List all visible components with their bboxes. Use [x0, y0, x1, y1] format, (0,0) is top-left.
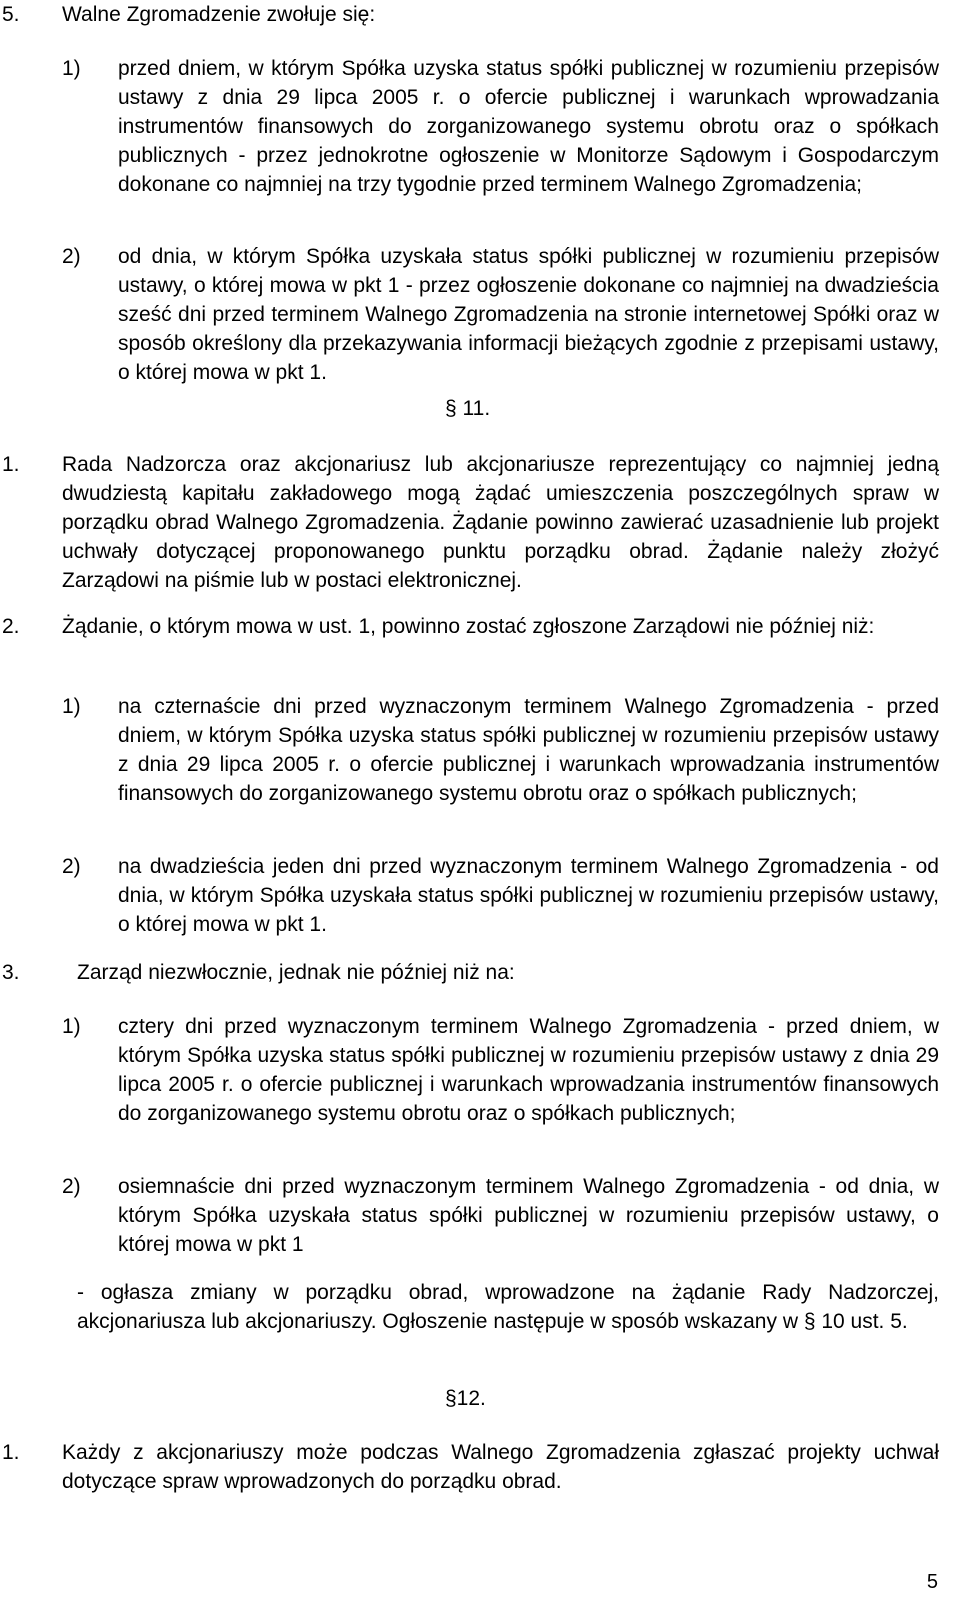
subitem-text: od dnia, w którym Spółka uzyskała status spółki publicznej w rozumieniu przepisów ustawy, o której mowa w pkt 1 - przez ogłoszenie dokonane co najmniej na dwadzieścia sześć dni przed terminem Walnego Zgromadzenia na stronie internetowej Spółki oraz w sposób określony dla przekazywania informacji bieżących zgodnie z przepisami ustawy, o której mowa w pkt 1.	[118, 245, 939, 384]
paragraph-text: Rada Nadzorcza oraz akcjonariusz lub akcjonariusze reprezentujący co najmniej jedną dwudziestą kapitału zakładowego mogą żądać umieszczenia poszczególnych spraw w porządku obrad Walnego Zgromadzenia. Żądanie powinno zawierać uzasadnienie lub projekt uchwały dotyczącej proponowanego punktu porządku obrad. Żądanie należy złożyć Zarządowi na piśmie lub w postaci elektronicznej.	[62, 453, 939, 592]
item-number: 2.	[2, 615, 20, 638]
paragraph-text: Zarząd niezwłocznie, jednak nie później niż na:	[77, 961, 515, 984]
subitem-text: na czternaście dni przed wyznaczonym terminem Walnego Zgromadzenia - przed dniem, w którym Spółka uzyska status spółki publicznej w rozumieniu przepisów ustawy z dnia 29 lipca 2005 r. o ofercie publicznej i warunkach wprowadzania instrumentów finansowych do zorganizowanego systemu obrotu oraz o spółkach publicznych;	[118, 695, 939, 805]
subitem-text: osiemnaście dni przed wyznaczonym terminem Walnego Zgromadzenia - od dnia, w którym Spółka uzyskała status spółki publicznej w rozumieniu przepisów ustawy, o której mowa w pkt 1	[118, 1175, 939, 1256]
subitem-number: 2)	[62, 1175, 81, 1198]
subitem-number: 2)	[62, 245, 81, 268]
closing-text: - ogłasza zmiany w porządku obrad, wprowadzone na żądanie Rady Nadzorczej, akcjonariusza lub akcjonariuszy. Ogłoszenie następuje w sposób wskazany w § 10 ust. 5.	[77, 1281, 939, 1333]
subitem-number: 2)	[62, 855, 81, 878]
subitem-number: 1)	[62, 1015, 81, 1038]
paragraph-text: Żądanie, o którym mowa w ust. 1, powinno zostać zgłoszone Zarządowi nie później niż:	[62, 615, 875, 638]
paragraph-text: Każdy z akcjonariuszy może podczas Walnego Zgromadzenia zgłaszać projekty uchwał dotyczące spraw wprowadzonych do porządku obrad.	[62, 1441, 939, 1493]
page-number: 5	[926, 1571, 938, 1593]
subitem-text: przed dniem, w którym Spółka uzyska status spółki publicznej w rozumieniu przepisów ustawy z dnia 29 lipca 2005 r. o ofercie publicznej i warunkach wprowadzania instrumentów finansowych do zorganizowanego systemu obrotu oraz o spółkach publicznych - przez jednokrotne ogłoszenie w Monitorze Sądowym i Gospodarczym dokonane co najmniej na trzy tygodnie przed terminem Walnego Zgromadzenia;	[118, 57, 939, 196]
item-number: 1.	[2, 1441, 20, 1464]
subitem-number: 1)	[62, 57, 81, 80]
section-heading: §12.	[445, 1387, 486, 1410]
paragraph-text: Walne Zgromadzenie zwołuje się:	[62, 3, 376, 26]
item-number: 1.	[2, 453, 20, 476]
section-heading: § 11.	[445, 397, 491, 420]
subitem-text: na dwadzieścia jeden dni przed wyznaczonym terminem Walnego Zgromadzenia - od dnia, w którym Spółka uzyskała status spółki publicznej w rozumieniu przepisów ustawy, o której mowa w pkt 1.	[118, 855, 939, 936]
subitem-text: cztery dni przed wyznaczonym terminem Walnego Zgromadzenia - przed dniem, w którym Spółka uzyska status spółki publicznej w rozumieniu przepisów ustawy z dnia 29 lipca 2005 r. o ofercie publicznej i warunkach wprowadzania instrumentów finansowych do zorganizowanego systemu obrotu oraz o spółkach publicznych;	[118, 1015, 939, 1125]
subitem-number: 1)	[62, 695, 81, 718]
item-number: 3.	[2, 961, 20, 984]
item-number: 5.	[2, 3, 20, 26]
